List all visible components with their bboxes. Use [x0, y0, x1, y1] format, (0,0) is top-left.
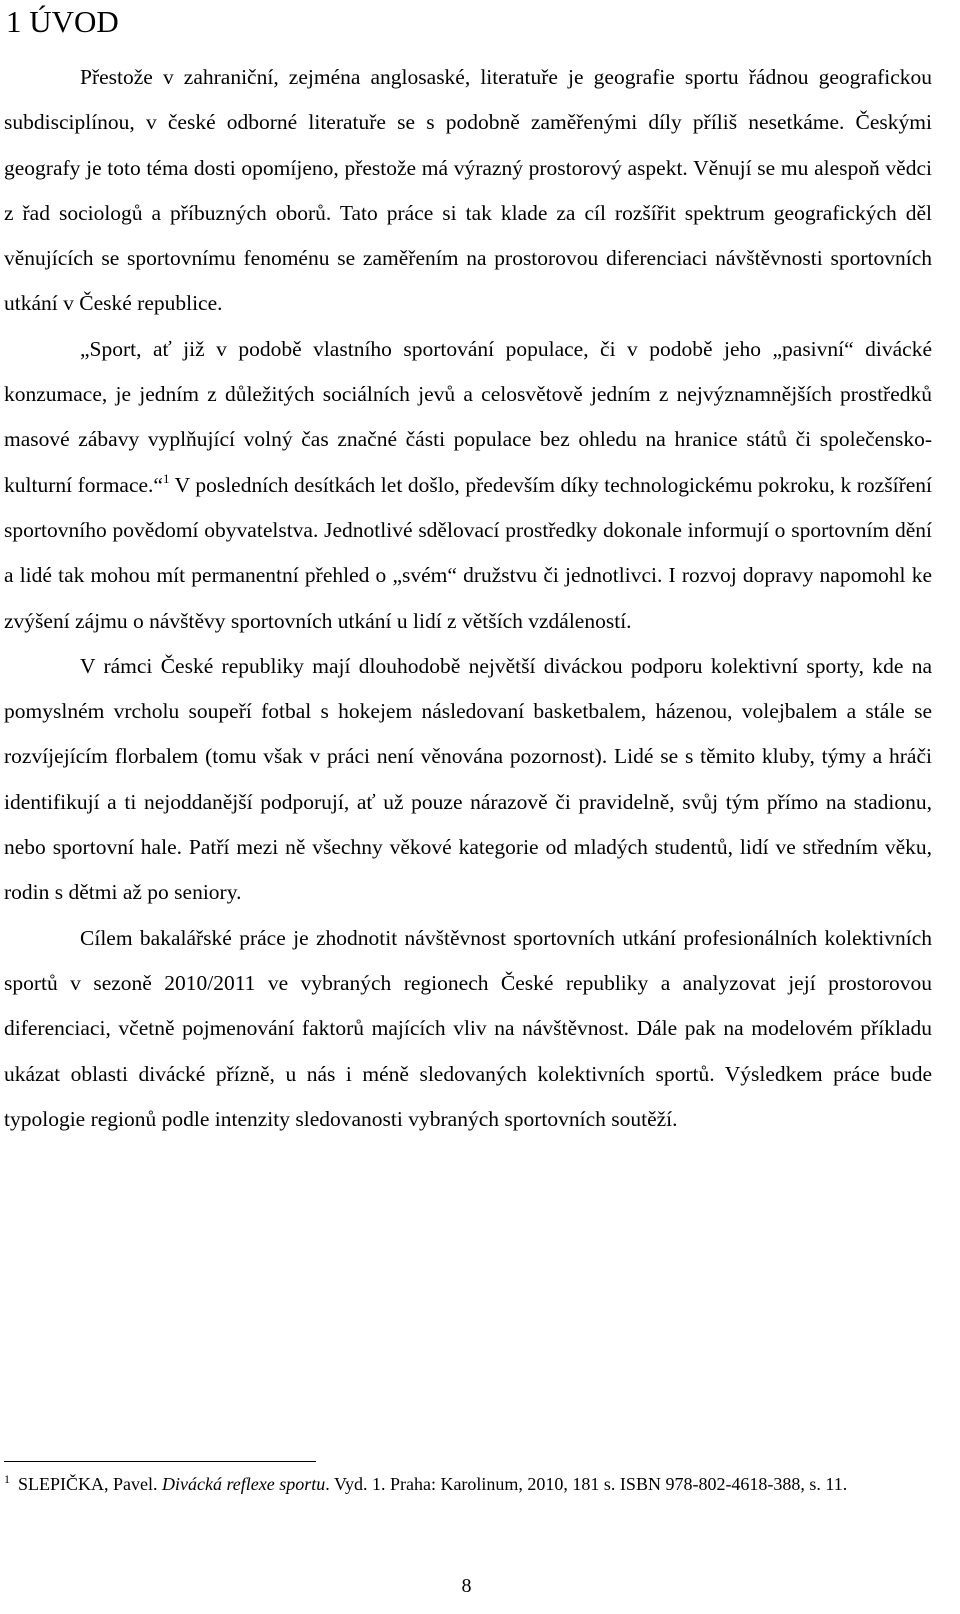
quote-continuation: V posledních desítkách let došlo, především díky technologickému pokroku, k rozšíření sportovního povědomí obyvatelstva. Jednotlivé sdělovací prostředky dokonale informují o sportovním dění a lidé tak mohou mít permanentní přehled o „svém“ družstvu či jednotlivci. I rozvoj dopravy napomohl ke zvýšení zájmu o návštěvy sportovních utkání u lidí z větších vzdáleností. [4, 472, 932, 633]
paragraph-sports: V rámci České republiky mají dlouhodobě největší diváckou podporu kolektivní sporty, kde na pomyslném vrcholu soupeří fotbal s hokejem následovaní basketbalem, házenou, volejbalem a stále se rozvíjejícím florbalem (tomu však v práci není věnována pozornost). Lidé se s těmito kluby, týmy a hráči identifikují a ti nejoddanější podporují, ať už pouze nárazově či pravidelně, svůj tým přímo na stadionu, nebo sportovní hale. Patří mezi ně všechny věkové kategorie od mladých studentů, lidí ve středním věku, rodin s dětmi až po seniory. [4, 653, 932, 905]
footnote [4, 1470, 930, 1498]
footnote-reference[interactable]: 1 [162, 470, 170, 486]
footnote-divider [4, 1461, 316, 1462]
footnote-number: 1 [4, 1472, 10, 1486]
chapter-heading: 1 ÚVOD [6, 4, 119, 39]
paragraph-quote [4, 327, 932, 644]
footnote-author: SLEPIČKA, Pavel. [18, 1474, 162, 1494]
page-number: 8 [461, 1575, 472, 1597]
footnote-details: . Vyd. 1. Praha: Karolinum, 2010, 181 s. ISBN 978-802-4618-388, s. 11. [325, 1474, 848, 1494]
body-text [4, 55, 932, 1142]
paragraph-intro: Přestože v zahraniční, zejména anglosaské, literatuře je geografie sportu řádnou geografickou subdisciplínou, v české odborné literatuře se s podobně zaměřenými díly příliš nesetkáme. Českými geografy je toto téma dosti opomíjeno, přestože má výrazný prostorový aspekt. Věnují se mu alespoň vědci z řad sociologů a příbuzných oborů. Tato práce si tak klade za cíl rozšířit spektrum geografických děl věnujících se sportovnímu fenoménu se zaměřením na prostorovou diferenciaci návštěvnosti sportovních utkání v České republice. [4, 65, 932, 316]
footnote-title: Divácká reflexe sportu [162, 1474, 326, 1494]
quote-text: „Sport, ať již v podobě vlastního sportování populace, či v podobě jeho „pasivní“ divácké konzumace, je jedním z důležitých sociálních jevů a celosvětově jedním z nejvýznamnějších prostředků masové zábavy vyplňující volný čas značné části populace bez ohledu na hranice států či společensko-kulturní formace.“ [4, 336, 932, 497]
paragraph-goal: Cílem bakalářské práce je zhodnotit návštěvnost sportovních utkání profesionálních kolektivních sportů v sezoně 2010/2011 ve vybraných regionech České republiky a analyzovat její prostorovou diferenciaci, včetně pojmenování faktorů majících vliv na návštěvnost. Dále pak na modelovém příkladu ukázat oblasti divácké přízně, u nás i méně sledovaných kolektivních sportů. Výsledkem práce bude typologie regionů podle intenzity sledovanosti vybraných sportovních soutěží. [4, 925, 932, 1131]
